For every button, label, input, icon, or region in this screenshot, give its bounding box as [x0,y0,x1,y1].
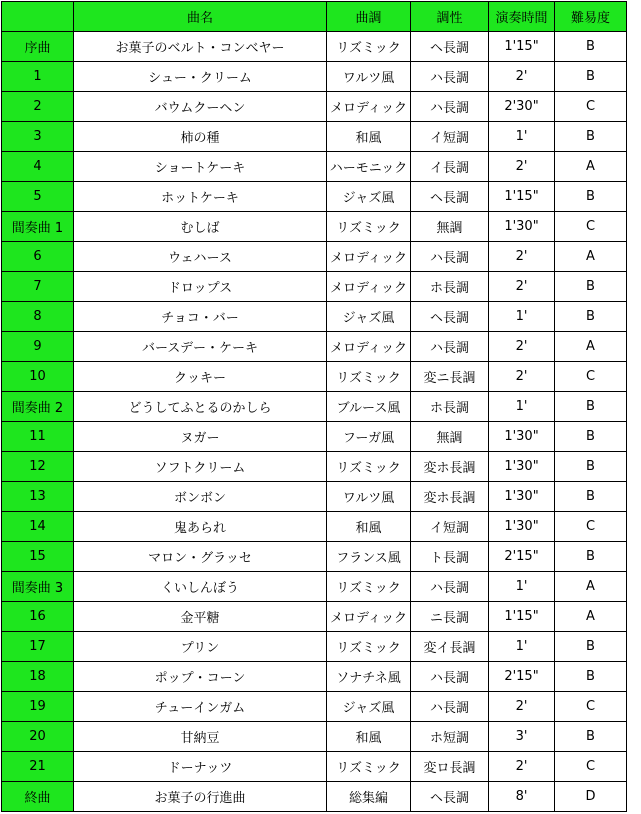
row-number-cell: 序曲 [2,32,74,62]
song-style-cell: ブルース風 [327,392,411,422]
song-title-cell: シュー・クリーム [74,62,327,92]
song-key-cell: ヘ長調 [411,302,489,332]
song-style-cell: リズミック [327,362,411,392]
song-key-cell: 変ホ長調 [411,452,489,482]
table-row [2,302,627,332]
song-style-cell: メロディック [327,272,411,302]
difficulty-cell: C [555,512,627,542]
song-key-cell: ヘ長調 [411,32,489,62]
song-style-cell: ワルツ風 [327,62,411,92]
song-title-cell: 金平糖 [74,602,327,632]
performance-time-cell: 1'30" [489,512,555,542]
difficulty-cell: A [555,572,627,602]
row-number-cell: 8 [2,302,74,332]
table-row [2,542,627,572]
table-row [2,362,627,392]
difficulty-cell: C [555,212,627,242]
row-number-cell: 2 [2,92,74,122]
row-number-cell: 19 [2,692,74,722]
difficulty-cell: B [555,662,627,692]
song-style-cell: リズミック [327,572,411,602]
difficulty-cell: B [555,482,627,512]
performance-time-cell: 1'15" [489,32,555,62]
row-number-cell: 17 [2,632,74,662]
song-key-cell: 無調 [411,212,489,242]
row-number-cell: 5 [2,182,74,212]
row-number-cell: 1 [2,62,74,92]
row-number-cell: 間奏曲 1 [2,212,74,242]
table-row [2,212,627,242]
song-style-cell: フーガ風 [327,422,411,452]
song-title-cell: 柿の種 [74,122,327,152]
song-style-cell: メロディック [327,242,411,272]
difficulty-cell: C [555,92,627,122]
difficulty-cell: B [555,392,627,422]
song-title-cell: チューインガム [74,692,327,722]
row-number-cell: 7 [2,272,74,302]
difficulty-cell: A [555,332,627,362]
song-key-cell: ホ長調 [411,272,489,302]
song-title-cell: バウムクーヘン [74,92,327,122]
difficulty-cell: B [555,122,627,152]
song-style-cell: ジャズ風 [327,182,411,212]
table-row [2,782,627,812]
performance-time-cell: 1'15" [489,182,555,212]
song-key-cell: 無調 [411,422,489,452]
song-style-cell: リズミック [327,752,411,782]
difficulty-cell: B [555,632,627,662]
row-number-cell: 4 [2,152,74,182]
song-key-cell: ハ長調 [411,662,489,692]
song-title-cell: ウェハース [74,242,327,272]
song-style-cell: メロディック [327,92,411,122]
song-style-cell: 和風 [327,512,411,542]
header-row [2,2,627,32]
song-key-cell: ト長調 [411,542,489,572]
row-number-cell: 間奏曲 2 [2,392,74,422]
performance-time-cell: 1' [489,572,555,602]
row-number-cell: 終曲 [2,782,74,812]
row-number-cell: 10 [2,362,74,392]
performance-time-cell: 2'15" [489,662,555,692]
header-level: 難易度 [555,2,627,32]
song-table [1,1,627,812]
header-time: 演奏時間 [489,2,555,32]
table-row [2,632,627,662]
song-style-cell: 和風 [327,722,411,752]
song-style-cell: ワルツ風 [327,482,411,512]
song-key-cell: ハ長調 [411,332,489,362]
song-style-cell: 和風 [327,122,411,152]
difficulty-cell: B [555,62,627,92]
row-number-cell: 間奏曲 3 [2,572,74,602]
song-key-cell: ハ長調 [411,62,489,92]
table-row [2,512,627,542]
table-row [2,452,627,482]
song-title-cell: ポップ・コーン [74,662,327,692]
difficulty-cell: B [555,542,627,572]
table-row [2,422,627,452]
song-title-cell: ヌガー [74,422,327,452]
table-row [2,242,627,272]
song-title-cell: ホットケーキ [74,182,327,212]
row-number-cell: 3 [2,122,74,152]
song-key-cell: イ短調 [411,122,489,152]
table-row [2,572,627,602]
song-style-cell: ジャズ風 [327,302,411,332]
performance-time-cell: 2' [489,692,555,722]
row-number-cell: 9 [2,332,74,362]
song-title-cell: お菓子のベルト・コンベヤー [74,32,327,62]
row-number-cell: 20 [2,722,74,752]
performance-time-cell: 1'30" [489,212,555,242]
performance-time-cell: 2' [489,332,555,362]
performance-time-cell: 8' [489,782,555,812]
row-number-cell: 21 [2,752,74,782]
difficulty-cell: C [555,752,627,782]
performance-time-cell: 1' [489,302,555,332]
row-number-cell: 18 [2,662,74,692]
performance-time-cell: 2' [489,752,555,782]
song-key-cell: イ長調 [411,152,489,182]
table-row [2,272,627,302]
song-title-cell: くいしんぼう [74,572,327,602]
song-key-cell: ヘ長調 [411,182,489,212]
difficulty-cell: B [555,302,627,332]
row-number-cell: 13 [2,482,74,512]
row-number-cell: 14 [2,512,74,542]
table-row [2,392,627,422]
table-row [2,122,627,152]
table-body [2,32,627,812]
difficulty-cell: B [555,422,627,452]
difficulty-cell: A [555,602,627,632]
song-title-cell: チョコ・バー [74,302,327,332]
song-key-cell: 変ホ長調 [411,482,489,512]
row-number-cell: 11 [2,422,74,452]
header-style: 曲調 [327,2,411,32]
performance-time-cell: 2' [489,152,555,182]
song-title-cell: クッキー [74,362,327,392]
song-key-cell: ハ長調 [411,242,489,272]
song-key-cell: ニ長調 [411,602,489,632]
table-row [2,722,627,752]
performance-time-cell: 2' [489,62,555,92]
performance-time-cell: 2' [489,272,555,302]
table-header [2,2,627,32]
performance-time-cell: 1' [489,392,555,422]
performance-time-cell: 1'30" [489,422,555,452]
performance-time-cell: 2' [489,362,555,392]
song-key-cell: ハ長調 [411,692,489,722]
table-row [2,602,627,632]
song-key-cell: 変イ長調 [411,632,489,662]
song-style-cell: ジャズ風 [327,692,411,722]
table-row [2,752,627,782]
song-style-cell: フランス風 [327,542,411,572]
song-style-cell: リズミック [327,32,411,62]
difficulty-cell: B [555,272,627,302]
song-key-cell: 変ニ長調 [411,362,489,392]
song-style-cell: メロディック [327,602,411,632]
song-title-cell: バースデー・ケーキ [74,332,327,362]
song-key-cell: ホ長調 [411,392,489,422]
song-title-cell: ショートケーキ [74,152,327,182]
difficulty-cell: C [555,362,627,392]
table-row [2,92,627,122]
song-style-cell: 総集編 [327,782,411,812]
song-key-cell: ヘ長調 [411,782,489,812]
row-number-cell: 12 [2,452,74,482]
performance-time-cell: 1'30" [489,452,555,482]
song-style-cell: ソナチネ風 [327,662,411,692]
table-row [2,182,627,212]
table-row [2,32,627,62]
table-row [2,332,627,362]
difficulty-cell: B [555,32,627,62]
song-title-cell: プリン [74,632,327,662]
table-row [2,482,627,512]
table-row [2,62,627,92]
performance-time-cell: 1'30" [489,482,555,512]
song-style-cell: メロディック [327,332,411,362]
song-title-cell: むしば [74,212,327,242]
row-number-cell: 15 [2,542,74,572]
row-number-cell: 6 [2,242,74,272]
song-key-cell: 変ロ長調 [411,752,489,782]
song-style-cell: リズミック [327,212,411,242]
song-key-cell: ハ長調 [411,572,489,602]
row-number-cell: 16 [2,602,74,632]
difficulty-cell: B [555,722,627,752]
performance-time-cell: 2'15" [489,542,555,572]
table-row [2,152,627,182]
header-key: 調性 [411,2,489,32]
difficulty-cell: C [555,692,627,722]
performance-time-cell: 1' [489,632,555,662]
song-key-cell: ホ短調 [411,722,489,752]
song-title-cell: ドーナッツ [74,752,327,782]
song-style-cell: リズミック [327,452,411,482]
performance-time-cell: 3' [489,722,555,752]
song-title-cell: お菓子の行進曲 [74,782,327,812]
song-title-cell: どうしてふとるのかしら [74,392,327,422]
performance-time-cell: 1' [489,122,555,152]
song-title-cell: 甘納豆 [74,722,327,752]
performance-time-cell: 2'30" [489,92,555,122]
song-title-cell: ドロップス [74,272,327,302]
table-row [2,662,627,692]
difficulty-cell: A [555,152,627,182]
table-row [2,692,627,722]
song-style-cell: ハーモニック [327,152,411,182]
performance-time-cell: 2' [489,242,555,272]
song-key-cell: ハ長調 [411,92,489,122]
song-title-cell: マロン・グラッセ [74,542,327,572]
difficulty-cell: D [555,782,627,812]
song-title-cell: ソフトクリーム [74,452,327,482]
song-style-cell: リズミック [327,632,411,662]
song-title-cell: ボンボン [74,482,327,512]
song-table-container [1,1,627,812]
difficulty-cell: B [555,182,627,212]
difficulty-cell: B [555,452,627,482]
song-key-cell: イ短調 [411,512,489,542]
difficulty-cell: A [555,242,627,272]
performance-time-cell: 1'15" [489,602,555,632]
header-title: 曲名 [74,2,327,32]
song-title-cell: 鬼あられ [74,512,327,542]
header-number [2,2,74,32]
